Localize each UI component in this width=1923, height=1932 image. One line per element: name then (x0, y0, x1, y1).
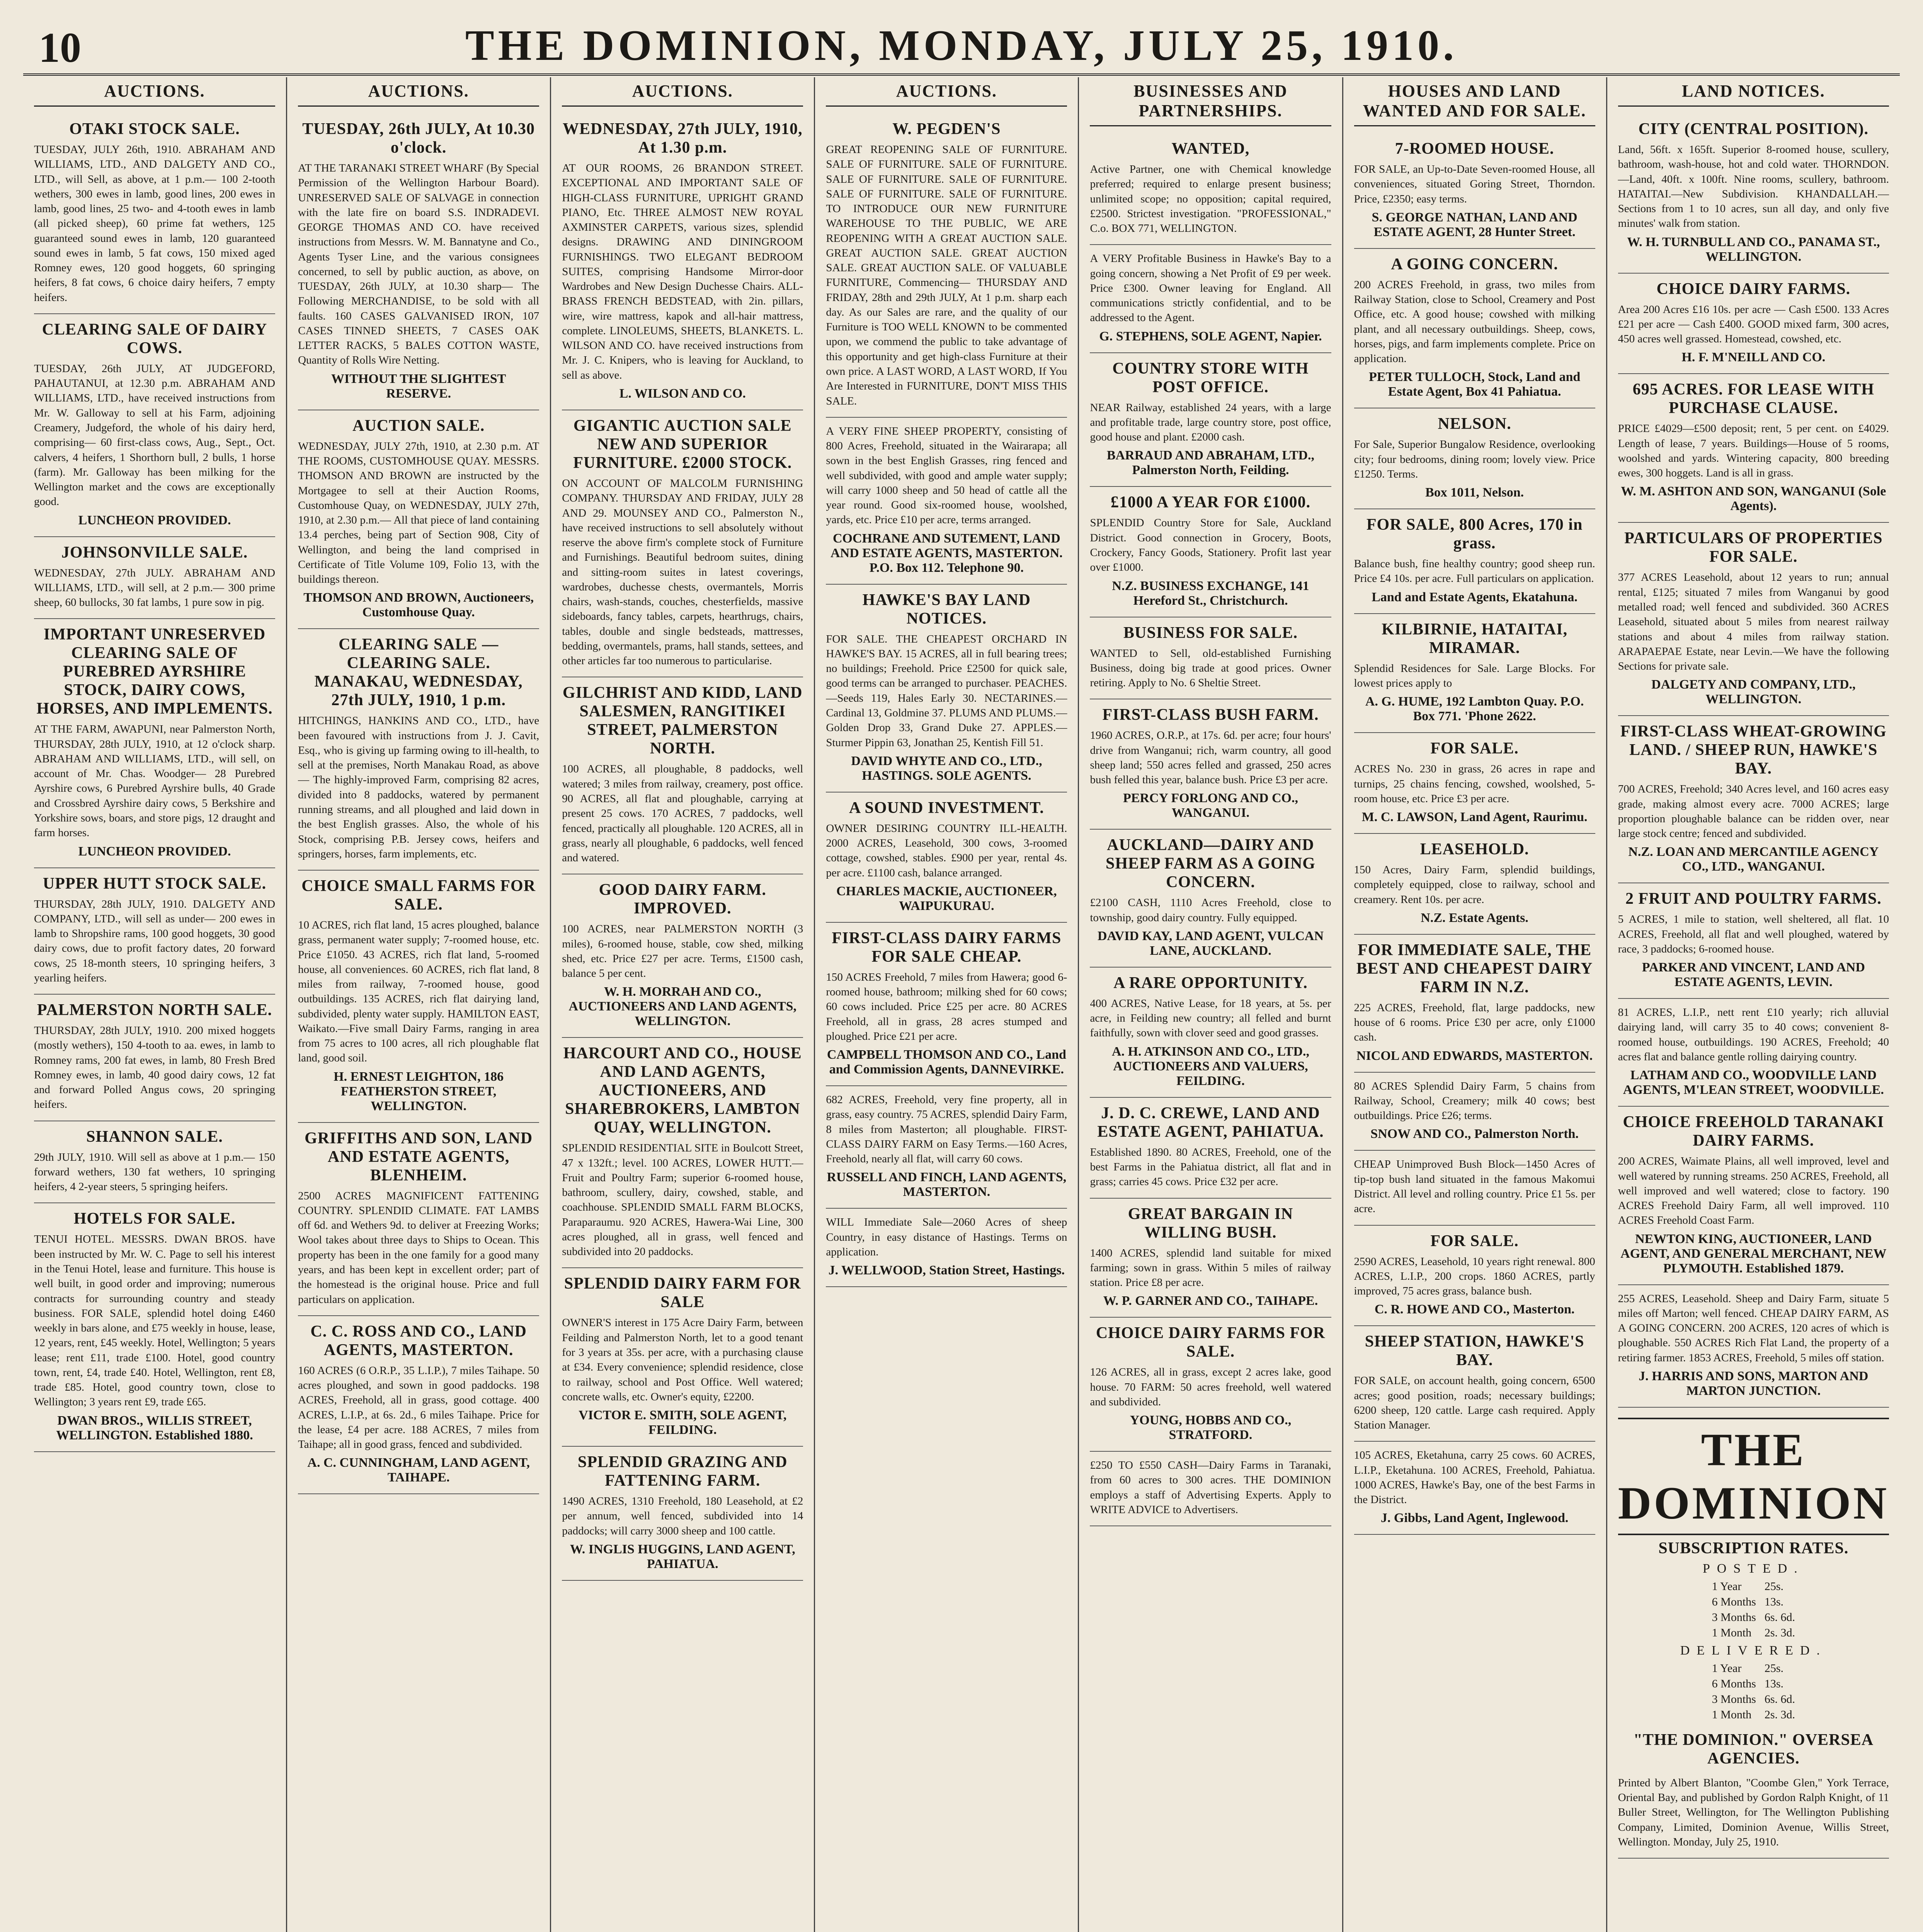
ad-body: 29th JULY, 1910. Will sell as above at 1 p.m.— 150 forward wethers, 130 fat wethers, 10 springing heifers, 4 2-year steers, 5 springing heifers. (34, 1151, 276, 1193)
ad-body: A VERY Profitable Business in Hawke's Bay to a going concern, showing a Net Profit of £9 per week. Price £300. Owner leaving for England. All communications strictly confidential, and to be addressed to the Agent. (1090, 252, 1331, 324)
ad-body: TUESDAY, JULY 26th, 1910. ABRAHAM AND WILLIAMS, LTD., AND DALGETY AND CO., LTD., will Sell, as above, at 1 p.m.— 100 2-tooth wethers, 300 ewes in lamb, good lines, 200 ewes in lamb, good lines, 25 two- and 4-tooth ewes in lamb (all picked sheep), 60 prime fat wethers, 125 guaranteed sound ewes in lamb, 120 guaranteed sound ewes in lamb, 5 fat cows, 150 mixed aged Romney ewes, 120 good hoggets, 60 springing heifers, 8 fat cows, 6 choice dairy heifers, 7 empty heifers. (34, 143, 276, 304)
ad-signature: PARKER AND VINCENT, LAND AND ESTATE AGENTS, LEVIN. (1642, 960, 1865, 990)
ad-title: HARCOURT AND CO., HOUSE AND LAND AGENTS, AUCTIONEERS, AND SHAREBROKERS, LAMBTON QUAY, WELLINGTON. (563, 1044, 802, 1137)
advertisement (826, 1086, 1067, 1209)
ad-body: 1400 ACRES, splendid land suitable for mixed farming; sown in grass. Within 5 miles of railway station. Price £8 per acre. (1090, 1247, 1331, 1289)
ad-signature: H. F. M'NEILL AND CO. (1681, 350, 1826, 365)
ad-body: NEAR Railway, established 24 years, with a large and profitable trade, large country store, post office, good house and plant. £2000 cash. (1090, 401, 1331, 444)
column-6 (1343, 77, 1607, 1932)
ad-body: THURSDAY, 28th JULY, 1910. 200 mixed hoggets (mostly wethers), 150 4-tooth to aa. ewes, in lamb to Romney rams, 200 fat ewes, in lamb, 80 Fresh Bred Romney ewes, in lamb, 40 good dairy cows, 12 fat and forward Polled Angus cows, 20 springing heifers. (34, 1024, 276, 1111)
ad-signature: W. H. TURNBULL AND CO., PANAMA ST., WELLINGTON. (1627, 235, 1880, 264)
ad-signature: CAMPBELL THOMSON AND CO., Land and Commission Agents, DANNEVIRKE. (827, 1048, 1066, 1077)
ad-body: Active Partner, one with Chemical knowledge preferred; required to enlarge present business; unlimited scope; no opposition; capital required, £2500. Strictest investigation. "PROFESSIONAL," C.o. BOX 771, WELLINGTON. (1090, 163, 1331, 235)
advertisement (1090, 830, 1331, 968)
ad-body: TUESDAY, 26th JULY, AT JUDGEFORD, PAHAUTANUI, at 12.30 p.m. ABRAHAM AND WILLIAMS, LTD., have received instructions from Mr. W. Galloway to sell at his Farm, adjoining Creamery, Judgeford, the whole of his dairy herd, comprising— 60 first-class cows, Aug., Sept., Oct. calvers, 4 heifers, 1 Shorthorn bull, 2 bulls, 1 horse (farm). Mr. Galloway has been milking for the Wellington market and the cows are exceptionally good. (34, 362, 276, 508)
advertisement (1618, 114, 1889, 274)
advertisement (34, 619, 275, 868)
advertisement (826, 418, 1067, 585)
advertisement (1354, 1326, 1595, 1442)
column-2 (287, 77, 551, 1932)
ad-title: CHOICE FREEHOLD TARANAKI DAIRY FARMS. (1623, 1113, 1884, 1150)
ad-body: SPLENDID Country Store for Sale, Auckland District. Good connection in Grocery, Boots, Crockery, Fancy Goods, Stationery. Profit last year over £1000. (1090, 517, 1331, 574)
ad-signature: W. P. GARNER AND CO., TAIHAPE. (1103, 1294, 1318, 1308)
ad-signature: BARRAUD AND ABRAHAM, LTD., Palmerston North, Feilding. (1106, 448, 1315, 478)
advertisement (1354, 509, 1595, 614)
advertisement (34, 314, 275, 537)
ad-signature: LATHAM AND CO., WOODVILLE LAND AGENTS, M'LEAN STREET, WOODVILLE. (1623, 1068, 1884, 1097)
advertisement (562, 1447, 803, 1581)
rate-row (1708, 1610, 1799, 1625)
rate-period: 1 Year (1712, 1662, 1742, 1675)
advertisement (1354, 1073, 1595, 1151)
ad-title: PARTICULARS OF PROPERTIES FOR SALE. (1624, 529, 1883, 566)
ad-title: A GOING CONCERN. (1391, 255, 1558, 273)
rate-row (1708, 1661, 1799, 1676)
ad-title: £1000 A YEAR FOR £1000. (1110, 493, 1311, 512)
ad-signature: N.Z. Estate Agents. (1421, 910, 1528, 925)
ad-body: WEDNESDAY, 27th JULY. ABRAHAM AND WILLIAMS, LTD., will sell, at 2 p.m.— 300 prime sheep, 60 bullocks, 30 fat lambs, 1 pure sow in pig. (34, 566, 276, 609)
ad-body: Balance bush, fine healthy country; good sheep run. Price £4 10s. per acre. Full particulars on application. (1354, 558, 1595, 585)
column-heading: HOUSES AND LAND WANTED AND FOR SALE. (1354, 77, 1595, 126)
ad-signature: A. C. CUNNINGHAM, LAND AGENT, TAIHAPE. (307, 1456, 530, 1485)
rate-period: 1 Year (1712, 1580, 1742, 1593)
ad-signature: J. HARRIS AND SONS, MARTON AND MARTON JUNCTION. (1639, 1369, 1869, 1398)
advertisement (1354, 249, 1595, 409)
rate-period: 6 Months (1712, 1677, 1756, 1690)
oversea-agencies: "THE DOMINION." OVERSEA AGENCIES. (1633, 1731, 1874, 1767)
ad-body: 160 ACRES (6 O.R.P., 35 L.I.P.), 7 miles Taihape. 50 acres ploughed, and sown in good paddocks. 198 ACRES, Freehold, all in grass, good cottage. 400 ACRES, L.I.P., at 6s. 2d., 6 miles Taihape. Price for the lease, £4 per acre. 188 ACRES, 7 miles from Taihape; all in good grass, fenced and subdivided. (298, 1364, 539, 1451)
ad-body: HITCHINGS, HANKINS AND CO., LTD., have been favoured with instructions from J. J. Cavit, Esq., who is giving up farming owing to ill-health, to sell at the premises, North Manakau Road, as above— The highly-improved Farm, comprising 82 acres, divided into 8 paddocks, watered by permanent running streams, and all ploughed and laid down in the best English grasses. Also, the whole of his Stock, comprising P.B. Jersey cows, heifers and springers, horses, farm implements, etc. (298, 714, 539, 860)
column-1 (23, 77, 287, 1932)
ad-body: OWNER DESIRING COUNTRY ILL-HEALTH. 2000 ACRES, Leasehold, 300 cows, 3-roomed cottage, cowshed, stables. £900 per year, rental 4s. per acre. £1100 cash, balance arranged. (826, 822, 1067, 879)
advertisement (34, 868, 275, 995)
ad-body: OWNER'S interest in 175 Acre Dairy Farm, between Feilding and Palmerston North, let to a good tenant for 3 years at 35s. per acre, with a purchasing clause at £34. Every convenience; splendid residence, close to railway, school and Post Office. Well watered; concrete walls, etc. Owner's equity, £2200. (562, 1316, 803, 1403)
ad-signature: G. STEPHENS, SOLE AGENT, Napier. (1099, 329, 1322, 344)
ad-signature: W. INGLIS HUGGINS, LAND AGENT, PAHIATUA. (570, 1542, 795, 1571)
advertisement (1354, 1226, 1595, 1327)
ad-body: 200 ACRES Freehold, in grass, two miles from Railway Station, close to School, Creamery and Post Office, etc. A good house; cowshed with milking plant, and all necessary outbuildings. Sheep, cows, horses, pigs, and farm implements complete. Price on application. (1354, 278, 1595, 365)
ad-title: A SOUND INVESTMENT. (849, 799, 1044, 817)
ad-signature: LUNCHEON PROVIDED. (78, 844, 231, 859)
ad-body: Splendid Residences for Sale. Large Blocks. For lowest prices apply to (1354, 662, 1595, 689)
advertisement (1618, 523, 1889, 716)
rate-row (1708, 1708, 1799, 1722)
advertisement (826, 114, 1067, 418)
column-heading: AUCTIONS. (562, 77, 803, 107)
ad-signature: SNOW AND CO., Palmerston North. (1370, 1127, 1579, 1141)
ad-body: 682 ACRES, Freehold, very fine property, all in grass, easy country. 75 ACRES, splendid Dairy Farm, 8 miles from Masterton; all ploughable. FIRST-CLASS DAIRY FARM on Easy Terms.—160 Acres, Freehold, nearly all flat, will carry 60 cows. (826, 1094, 1067, 1165)
ad-title: C. C. ROSS AND CO., LAND AGENTS, MASTERTON. (310, 1322, 527, 1359)
ad-title: UPPER HUTT STOCK SALE. (43, 874, 267, 893)
ad-body: 1960 ACRES, O.R.P., at 17s. 6d. per acre; four hours' drive from Wanganui; rich, warm country, all good sheep land; 550 acres felled and grassed, 250 acres bush felled this year, balance bush. Price £3 per acre. (1090, 729, 1331, 786)
ad-title: 695 ACRES. FOR LEASE WITH PURCHASE CLAUSE. (1632, 381, 1874, 417)
ad-body: 105 ACRES, Eketahuna, carry 25 cows. 60 ACRES, L.I.P., Eketahuna. 100 ACRES, Freehold, Pahiatua. 1000 ACRES, Hawke's Bay, one of the best Farms in the District. (1354, 1449, 1595, 1506)
ad-signature: THOMSON AND BROWN, Auctioneers, Customhouse Quay. (303, 590, 534, 620)
ad-body: CHEAP Unimproved Bush Block—1450 Acres of tip-top bush land situated in the famous Makomui District. All level and rolling country. Price £1 5s. per acre. (1354, 1158, 1595, 1215)
advertisement (1090, 1098, 1331, 1199)
ad-signature: Box 1011, Nelson. (1425, 485, 1524, 500)
ad-body: 150 ACRES Freehold, 7 miles from Hawera; good 6-roomed house, bathroom; milking shed for 60 cows; 60 cows included. Price £25 per acre. 80 ACRES Freehold, all in grass, 28 acres stumped and ploughed. Price £21 per acre. (826, 971, 1067, 1043)
ad-signature: M. C. LAWSON, Land Agent, Raurimu. (1361, 810, 1588, 825)
advertisement (826, 793, 1067, 923)
advertisement (1618, 274, 1889, 374)
ad-title: CHOICE SMALL FARMS FOR SALE. (301, 877, 536, 914)
ad-title: BUSINESS FOR SALE. (1123, 624, 1298, 642)
rate-price: 25s. (1764, 1662, 1784, 1675)
ad-title: KILBIRNIE, HATAITAI, MIRAMAR. (1382, 620, 1568, 657)
column-heading: AUCTIONS. (34, 77, 275, 107)
ad-signature: PETER TULLOCH, Stock, Land and Estate Agent, Box 41 Pahiatua. (1368, 370, 1581, 399)
ad-body: 225 ACRES, Freehold, flat, large paddocks, new house of 6 rooms. Price £30 per acre, only £1000 cash. (1354, 1001, 1595, 1044)
ad-title: WEDNESDAY, 27th JULY, 1910, At 1.30 p.m. (562, 120, 803, 156)
ad-body: 377 ACRES Leasehold, about 12 years to run; annual rental, £125; situated 7 miles from Wanganui by good metalled road; well fenced and subdivided. 360 ACRES Leasehold, situated about 5 miles from nearest railway stations and about 4 miles from railway station. ARAPAEPAE Estate, near Levin.—We have the following Sections for private sale. (1618, 571, 1889, 673)
ad-title: HOTELS FOR SALE. (73, 1210, 236, 1228)
ad-title: AUCKLAND—DAIRY AND SHEEP FARM AS A GOING CONCERN. (1105, 836, 1315, 891)
ad-body: FOR SALE, on account health, going concern, 6500 acres; good position, roads; necessary buildings; 6200 sheep, 120 cattle. Large cash required. Apply Station Manager. (1354, 1374, 1595, 1432)
advertisement (562, 1038, 803, 1268)
ad-title: 7-ROOMED HOUSE. (1395, 140, 1554, 158)
advertisement (1090, 968, 1331, 1098)
advertisement (1354, 834, 1595, 935)
ad-signature: S. GEORGE NATHAN, LAND AND ESTATE AGENT, 28 Hunter Street. (1372, 210, 1578, 239)
ad-title: FOR SALE, 800 Acres, 170 in grass. (1366, 516, 1583, 553)
ad-title: JOHNSONVILLE SALE. (61, 543, 248, 561)
ad-title: GIGANTIC AUCTION SALE NEW AND SUPERIOR FURNITURE. £2000 STOCK. (573, 417, 792, 472)
column-7 (1607, 77, 1900, 1932)
subscription-box (1618, 1408, 1889, 1859)
ad-body: THURSDAY, 28th JULY, 1910. DALGETY AND COMPANY, LTD., will sell as under— 200 ewes in lamb to Shropshire rams, 100 good hoggets, 30 good dairy cows, due to profit factory dates, 20 forward cows, 25 18-month steers, 10 springing heifers, 3 yearling heifers. (34, 898, 276, 984)
column-heading: LAND NOTICES. (1618, 77, 1889, 107)
advertisement (826, 585, 1067, 793)
rate-price: 6s. 6d. (1764, 1692, 1795, 1706)
ad-body: AT OUR ROOMS, 26 BRANDON STREET. EXCEPTIONAL AND IMPORTANT SALE OF HIGH-CLASS FURNITURE, UPRIGHT GRAND PIANO, Etc. THREE ALMOST NEW ROYAL AXMINSTER CARPETS, various sizes, splendid designs. DRAWING AND DININGROOM FURNISHINGS. TWO ELEGANT BEDROOM SUITES, comprising Handsome Mirror-door Wardrobes and New Design Duchesse Chairs. ALL-BRASS FRENCH BEDSTEAD, with 2in. pillars, wire, wire mattress, kapok and all-hair mattress, complete. LINOLEUMS, SHEETS, BLANKETS. L. WILSON AND CO. have received instructions from Mr. J. C. Knipers, who is leaving for Auckland, to sell as above. (562, 162, 803, 381)
advertisement (1354, 733, 1595, 834)
ad-title: A RARE OPPORTUNITY. (1113, 974, 1308, 992)
posted-label: POSTED. (1702, 1561, 1804, 1576)
ad-body: 150 Acres, Dairy Farm, splendid buildings, completely equipped, close to railway, school and creamery. Rent 10s. per acre. (1354, 864, 1595, 906)
rate-row (1708, 1579, 1799, 1594)
ad-signature: N.Z. LOAN AND MERCANTILE AGENCY CO., LTD., WANGANUI. (1628, 845, 1879, 874)
advertisement (34, 1203, 275, 1452)
ad-signature: A. H. ATKINSON AND CO., LTD., AUCTIONEERS AND VALUERS, FEILDING. (1111, 1044, 1310, 1088)
ad-title: CLEARING SALE OF DAIRY COWS. (42, 320, 267, 357)
ad-body: SPLENDID RESIDENTIAL SITE in Boulcott Street, 47 x 132ft.; level. 100 ACRES, LOWER HUTT.—Fruit and Poultry Farm; superior 6-roomed house, bathroom, scullery, dairy, cowshed, stable, and coachhouse. SPLENDID SMALL FARM BLOCKS, Paraparaumu. 920 ACRES, Hawera-Wai Line, 300 acres ploughed, all in grass, well fenced and subdivided into 20 paddocks. (562, 1142, 803, 1258)
ad-title: TUESDAY, 26th JULY, At 10.30 o'clock. (302, 120, 535, 156)
advertisement (1090, 1452, 1331, 1526)
rate-period: 1 Month (1712, 1708, 1752, 1721)
page-number: 10 (39, 24, 81, 71)
ad-signature: NICOL AND EDWARDS, MASTERTON. (1356, 1048, 1593, 1063)
advertisement (298, 410, 539, 629)
ad-signature: VICTOR E. SMITH, SOLE AGENT, FEILDING. (579, 1408, 787, 1437)
ad-body: 10 ACRES, rich flat land, 15 acres ploughed, balance grass, permanent water supply; 7-roomed house, etc. Price £1050. 43 ACRES, rich flat land, 5-roomed house, all conveniences. 60 ACRES, rich flat land, 8 miles from railway, 7-roomed house, good outbuildings. 135 ACRES, rich flat dairying land, subdivided, plenty water supply. HAMILTON EAST, Waikato.—Five small Dairy Farms, ranging in area from 75 acres to 100 acres, all rich ploughable flat land, good soil. (298, 919, 539, 1065)
ad-body: 400 ACRES, Native Lease, for 18 years, at 5s. per acre, in Feilding new country; all felled and burnt faithfully, sown with clover seed and good grasses. (1090, 997, 1331, 1039)
ad-body: GREAT REOPENING SALE OF FURNITURE. SALE OF FURNITURE. SALE OF FURNITURE. SALE OF FURNITURE. SALE OF FURNITURE. SALE OF FURNITURE. SALE OF FURNITURE. TO INTRODUCE OUR NEW FURNITURE WAREHOUSE TO THE PUBLIC, WE ARE REOPENING WITH A GREAT AUCTION SALE. GREAT AUCTION SALE. GREAT AUCTION SALE. GREAT AUCTION SALE. OF VALUABLE FURNITURE, Commencing— THURSDAY AND FRIDAY, 28th and 29th JULY, At 1 p.m. sharp each day. As our Sales are rare, and the quality of our Furniture is TOO WELL KNOWN to be commented upon, we commend the public to take advantage of this opportunity and get high-class Furniture at their own price. A LAST WORD, A LAST WORD, If You Are Interested in FURNITURE, DON'T MISS THIS SALE. (826, 143, 1067, 407)
advertisement (826, 923, 1067, 1086)
ad-title: CLEARING SALE — CLEARING SALE. MANAKAU, WEDNESDAY, 27th JULY, 1910, 1 p.m. (314, 636, 523, 709)
advertisement (1354, 935, 1595, 1073)
ad-body: 81 ACRES, L.I.P., nett rent £10 yearly; rich alluvial dairying land, will carry 35 to 40 cows; convenient 8-roomed house, outbuildings. 190 ACRES, Freehold; 40 acres flat and balance gentle rolling dairying country. (1618, 1006, 1889, 1063)
advertisement (1618, 999, 1889, 1107)
ad-body: 2500 ACRES MAGNIFICENT FATTENING COUNTRY. SPLENDID CLIMATE. FAT LAMBS off 6d. and Wethers 9d. to deliver at Freezing Works; Wool takes about three days to Ships to Ocean. This property has been in the one family for a good many years, and has been kept in excellent order; part of the homestead is the original house. Price and full particulars on application. (298, 1189, 539, 1306)
ad-body: 5 ACRES, 1 mile to station, well sheltered, all flat. 10 ACRES, Freehold, all flat and well ploughed, watered by race, 3 paddocks; 6-roomed house. (1618, 913, 1889, 955)
ad-title: FOR IMMEDIATE SALE, THE BEST AND CHEAPEST DAIRY FARM IN N.Z. (1356, 941, 1593, 996)
advertisement (1618, 883, 1889, 999)
ad-signature: NEWTON KING, AUCTIONEER, LAND AGENT, AND GENERAL MERCHANT, NEW PLYMOUTH. Established 1879. (1620, 1231, 1887, 1276)
ad-signature: LUNCHEON PROVIDED. (78, 513, 231, 527)
advertisement (1618, 1285, 1889, 1408)
advertisement (1354, 408, 1595, 509)
advertisement (34, 114, 275, 314)
advertisement (1354, 614, 1595, 733)
delivered-label: DELIVERED. (1680, 1643, 1827, 1658)
column-5 (1079, 77, 1343, 1932)
ad-body: PRICE £4029—£500 deposit; rent, 5 per cent. on £4029. Length of lease, 7 years. Buildings—House of 5 rooms, woolshed and yards. Wintering capacity, 800 breeding ewes, 300 hoggets. Land is all in grass. (1618, 422, 1889, 480)
rate-price: 13s. (1764, 1677, 1784, 1690)
ad-title: LEASEHOLD. (1420, 840, 1529, 859)
advertisement (1090, 353, 1331, 487)
rate-period: 1 Month (1712, 1626, 1752, 1639)
ad-body: Land, 56ft. x 165ft. Superior 8-roomed house, scullery, bathroom, wash-house, hot and cold water. THORNDON.—Land, 40ft. x 100ft. Nine rooms, scullery, bathroom. HATAITAI.—New Subdivision. KHANDALLAH.—Sections from 1 to 10 acres, sun all day, and only five minutes' walk from station. (1618, 143, 1889, 230)
ad-signature: J. WELLWOOD, Station Street, Hastings. (828, 1263, 1065, 1278)
ad-signature: WITHOUT THE SLIGHTEST RESERVE. (331, 371, 506, 401)
ad-signature: DAVID WHYTE AND CO., LTD., HASTINGS. SOLE AGENTS. (851, 753, 1042, 783)
ad-title: WANTED, (1171, 140, 1250, 158)
ad-body: WEDNESDAY, JULY 27th, 1910, at 2.30 p.m. AT THE ROOMS, CUSTOMHOUSE QUAY. MESSRS. THOMSON AND BROWN are instructed by the Mortgagee to sell at their Auction Rooms, Customhouse Quay, on WEDNESDAY, JULY 27th, 1910, at 2.30 p.m.— All that piece of land containing 13.4 perches, being part of Section 908, City of Wellington, and being the land comprised in Certificate of Title Volume 109, Folio 13, with the buildings thereon. (298, 440, 539, 586)
ad-title: GOOD DAIRY FARM. IMPROVED. (599, 881, 766, 918)
ad-signature: J. Gibbs, Land Agent, Inglewood. (1380, 1511, 1569, 1526)
rate-period: 3 Months (1712, 1611, 1756, 1624)
advertisement (298, 871, 539, 1123)
advertisement (1090, 1318, 1331, 1452)
advertisement (298, 1123, 539, 1316)
column-3 (551, 77, 815, 1932)
rate-price: 25s. (1764, 1580, 1784, 1593)
ad-signature: L. WILSON AND CO. (619, 386, 746, 401)
ad-title: FIRST-CLASS DAIRY FARMS FOR SALE CHEAP. (832, 929, 1062, 966)
advertisement (34, 995, 275, 1121)
masthead (23, 15, 1900, 76)
advertisement (1090, 487, 1331, 617)
rate-row (1708, 1692, 1799, 1707)
ad-signature: A. G. HUME, 192 Lambton Quay. P.O. Box 771. 'Phone 2622. (1365, 694, 1584, 724)
ad-body: FOR SALE, an Up-to-Date Seven-roomed House, all conveniences, situated Goring Street, Thorndon. Price, £2350; easy terms. (1354, 163, 1595, 205)
ad-body: 1490 ACRES, 1310 Freehold, 180 Leasehold, at £2 per annum, well fenced, subdivided into 14 paddocks; will carry 3000 sheep and 100 cattle. (562, 1495, 803, 1537)
advertisement (1618, 374, 1889, 523)
ad-signature: DWAN BROS., WILLIS STREET, WELLINGTON. Established 1880. (56, 1413, 253, 1442)
ad-body: 700 ACRES, Freehold; 340 Acres level, and 160 acres easy grade, making almost every acre. 7000 ACRES; large proportion ploughable balance can be ridden over, near large stock centre; fenced and subdivided. (1618, 783, 1889, 840)
ad-title: AUCTION SALE. (352, 417, 485, 435)
advertisement (562, 1268, 803, 1447)
ad-title: FOR SALE. (1430, 1232, 1519, 1250)
ad-body: Established 1890. 80 ACRES, Freehold, one of the best Farms in the Pahiatua district, all flat and in grass; carries 45 cows. Price £32 per acre. (1090, 1146, 1331, 1188)
ad-title: SHEEP STATION, HAWKE'S BAY. (1365, 1333, 1584, 1369)
ad-title: SPLENDID DAIRY FARM FOR SALE (564, 1275, 801, 1311)
advertisement (562, 677, 803, 874)
advertisement (1354, 1151, 1595, 1225)
ad-title: OTAKI STOCK SALE. (69, 120, 240, 138)
rate-row (1708, 1626, 1799, 1640)
ad-signature: N.Z. BUSINESS EXCHANGE, 141 Hereford St., Christchurch. (1112, 578, 1309, 608)
column-heading: AUCTIONS. (826, 77, 1067, 107)
rates-table (1707, 1578, 1800, 1641)
advertisement (826, 1209, 1067, 1287)
ad-title: W. PEGDEN'S (892, 120, 1001, 138)
ad-title: J. D. C. CREWE, LAND AND ESTATE AGENT, PAHIATUA. (1097, 1104, 1324, 1141)
ad-title: HAWKE'S BAY LAND NOTICES. (862, 591, 1031, 628)
ad-signature: RUSSELL AND FINCH, LAND AGENTS, MASTERTON. (827, 1170, 1067, 1199)
advertisement (298, 629, 539, 871)
advertisement (1354, 133, 1595, 249)
ad-signature: CHARLES MACKIE, AUCTIONEER, WAIPUKURAU. (836, 884, 1057, 913)
ad-title: IMPORTANT UNRESERVED CLEARING SALE OF PUREBRED AYRSHIRE STOCK, DAIRY COWS, HORSES, AND IMPLEMENTS. (36, 626, 273, 718)
ad-body: AT THE FARM, AWAPUNI, near Palmerston North, THURSDAY, 28th JULY, 1910, at 12 o'clock sharp. ABRAHAM AND WILLIAMS, LTD., will sell, on account of Mr. Chas. Woodger— 28 Purebred Ayrshire cows, 6 Purebred Ayrshire bulls, 40 Grade and Crossbred Ayrshire dairy cows, 5 Berkshire and Yorkshire sows, boars, and store pigs, 12 draught and farm horses. (34, 723, 276, 839)
ad-signature: YOUNG, HOBBS AND CO., STRATFORD. (1130, 1413, 1292, 1442)
rate-price: 6s. 6d. (1764, 1611, 1795, 1624)
ad-signature: C. R. HOWE AND CO., Masterton. (1374, 1302, 1575, 1317)
ad-title: SPLENDID GRAZING AND FATTENING FARM. (577, 1453, 788, 1490)
ad-title: FOR SALE. (1430, 740, 1519, 758)
ad-body: AT THE TARANAKI STREET WHARF (By Special Permission of the Wellington Harbour Board). UNRESERVED SALE OF SALVAGE in connection with the late fire on board S.S. INDRADEVI. GEORGE THOMAS AND CO. have received instructions from Messrs. W. M. Bannatyne and Co., Agents Tyser Line, and the various consignees concerned, to sell by public auction, as above, on TUESDAY, 26th JULY, at 10.30 sharp— The Following MERCHANDISE, to be sold with all faults. 160 CASES GALVANISED IRON, 107 CASES TINNED SHEETS, 7 CASES OAK LETTER RACKS, 5 BALES COTTON WASTE, Quantity of Rolls Wire Netting. (298, 162, 539, 367)
ad-body: ACRES No. 230 in grass, 26 acres in rape and turnips, 25 chains fencing, cowshed, woolshed, 5-room house, etc. Price £3 per acre. (1354, 763, 1595, 805)
ad-title: CITY (CENTRAL POSITION). (1638, 120, 1869, 138)
column-heading: BUSINESSES AND PARTNERSHIPS. (1090, 77, 1331, 126)
ad-body: £250 TO £550 CASH—Dairy Farms in Taranaki, from 60 acres to 300 acres. THE DOMINION employs a staff of Advertising Experts. Apply to WRITE ADVICE to Advertisers. (1090, 1459, 1331, 1516)
ad-signature: Land and Estate Agents, Ekatahuna. (1372, 590, 1578, 604)
rate-price: 2s. 3d. (1764, 1626, 1795, 1639)
ad-title: CHOICE DAIRY FARMS FOR SALE. (1096, 1324, 1326, 1361)
ad-title: GREAT BARGAIN IN WILLING BUSH. (1128, 1205, 1293, 1242)
advertisement (1090, 699, 1331, 830)
ad-title: CHOICE DAIRY FARMS. (1656, 280, 1851, 298)
advertisement (1090, 617, 1331, 700)
advertisement (1090, 245, 1331, 353)
ad-title: GILCHRIST AND KIDD, LAND SALESMEN, RANGITIKEI STREET, PALMERSTON NORTH. (562, 684, 803, 758)
column-4 (815, 77, 1079, 1932)
advertisement (34, 537, 275, 619)
ad-body: A VERY FINE SHEEP PROPERTY, consisting of 800 Acres, Freehold, situated in the Wairarapa; all sown in the best English Grasses, ring fenced and well subdivided, with good and ample water supply; will carry 1000 sheep and 50 head of cattle all the year round. Good six-roomed house, woolshed, yards, etc. Price £10 per acre, terms arranged. (826, 425, 1067, 526)
dominion-title: THE DOMINION (1618, 1418, 1889, 1535)
advertisement (1618, 716, 1889, 883)
advertisement (562, 410, 803, 677)
rate-price: 13s. (1764, 1595, 1784, 1608)
ad-signature: COCHRANE AND SUTEMENT, LAND AND ESTATE AGENTS, MASTERTON. P.O. Box 112. Telephone 90. (830, 531, 1063, 575)
ad-body: WANTED to Sell, old-established Furnishing Business, doing big trade at good prices. Owner retiring. Apply to No. 6 Sheltie Street. (1090, 647, 1331, 689)
ad-title: GRIFFITHS AND SON, LAND AND ESTATE AGENTS, BLENHEIM. (305, 1129, 533, 1184)
advertisement (1618, 1107, 1889, 1285)
rates-table (1707, 1660, 1800, 1723)
ad-title: NELSON. (1438, 415, 1511, 433)
rate-row (1708, 1595, 1799, 1609)
advertisement (562, 114, 803, 410)
ad-body: TENUI HOTEL. MESSRS. DWAN BROS. have been instructed by Mr. W. C. Page to sell his interest in the Tenui Hotel, lease and furniture. This house is well built, in good order and improving; numerous contracts for surrounding country and steady business. FOR SALE, splendid hotel doing £460 weekly in bars alone, and £75 weekly in house, lease, 12 years, rent, £45 weekly. Hotel, Wellington; 5 years lease; rent £11, trade £100. Hotel, good country town, rent, £4, trade £40. Hotel, Wellington, rent £8, trade £85. Hotel, good country town, close to Wellington; 3 years rent £9, trade £65. (34, 1233, 276, 1408)
ad-signature: H. ERNEST LEIGHTON, 186 FEATHERSTON STREET, WELLINGTON. (334, 1069, 504, 1113)
ad-body: 255 ACRES, Leasehold. Sheep and Dairy Farm, situate 5 miles off Marton; well fenced. CHEAP DAIRY FARM, AS A GOING CONCERN. 200 ACRES, 120 acres of which is ploughable. 550 ACRES Rich Flat Land, the property of a retiring farmer. 1853 ACRES, Freehold, 5 miles off station. (1618, 1292, 1889, 1364)
ad-signature: PERCY FORLONG AND CO., WANGANUI. (1123, 791, 1298, 820)
advertisement (298, 114, 539, 410)
rate-period: 6 Months (1712, 1595, 1756, 1608)
advertisement (298, 1316, 539, 1495)
advertisement (1090, 133, 1331, 245)
ad-body: 100 ACRES, near PALMERSTON NORTH (3 miles), 6-roomed house, stable, cow shed, milking shed, etc. Price £27 per acre. Terms, £1500 cash, balance 5 per cent. (562, 923, 803, 980)
ad-body: Area 200 Acres £16 10s. per acre — Cash £500. 133 Acres £21 per acre — Cash £400. GOOD mixed farm, 300 acres, 450 acres well grassed. Homestead, cowshed, etc. (1618, 303, 1889, 345)
rates-heading: SUBSCRIPTION RATES. (1658, 1539, 1849, 1557)
advertisement (34, 1121, 275, 1204)
ad-title: FIRST-CLASS BUSH FARM. (1102, 706, 1319, 724)
ad-signature: W. H. MORRAH AND CO., AUCTIONEERS AND LAND AGENTS, WELLINGTON. (568, 985, 796, 1029)
printer-imprint: Printed by Albert Blanton, "Coombe Glen," York Terrace, Oriental Bay, and published by Gordon Ralph Knight, of 11 Buller Street, Wellington, for The Wellington Publishing Company, Limited, Dominion Avenue, Willis Street, Wellington. Monday, July 25, 1910. (1618, 1776, 1889, 1848)
newspaper-title: THE DOMINION, MONDAY, JULY 25, 1910. (465, 22, 1458, 70)
ad-title: SHANNON SALE. (86, 1128, 223, 1146)
ad-title: PALMERSTON NORTH SALE. (37, 1001, 272, 1019)
ad-body: FOR SALE. THE CHEAPEST ORCHARD IN HAWKE'S BAY. 15 ACRES, all in full bearing trees; no buildings; Freehold. Price £2500 for quick sale, good terms can be arranged to purchaser. PEACHES.—Seeds 119, Hales Early 30. NECTARINES.—Cardinal 13, Goldmine 37. PLUMS AND PLUMS.—Golden Drop 33, Grand Duke 27. APPLES.—Sturmer Pippin 63, Jonathan 25, Kentish Fill 51. (826, 633, 1067, 749)
ad-body: WILL Immediate Sale—2060 Acres of sheep Country, in easy distance of Hastings. Terms on application. (826, 1216, 1067, 1259)
ad-signature: DAVID KAY, LAND AGENT, VULCAN LANE, AUCKLAND. (1097, 929, 1324, 958)
ad-body: £2100 CASH, 1110 Acres Freehold, close to township, good dairy country. Fully equipped. (1090, 896, 1331, 924)
advertisement (1354, 1442, 1595, 1535)
ad-title: COUNTRY STORE WITH POST OFFICE. (1112, 359, 1309, 396)
column-heading: AUCTIONS. (298, 77, 539, 107)
ad-body: 2590 ACRES, Leasehold, 10 years right renewal. 800 ACRES, L.I.P., 200 crops. 1860 ACRES, partly improved, 75 acres grass, balance bush. (1354, 1255, 1595, 1298)
columns-container (23, 77, 1900, 1932)
ad-body: ON ACCOUNT OF MALCOLM FURNISHING COMPANY. THURSDAY AND FRIDAY, JULY 28 AND 29. MOUNSEY AND CO., Palmerston N., have received instructions to sell absolutely without reserve the above firm's complete stock of Furniture and Furnishings. Beautiful bedroom suites, dining and sitting-room suites in latest coverings, wardrobes, duchesse chests, overmantels, Morris chairs, wash-stands, couches, chesterfields, massive sideboards, fancy tables, carpets, hearthrugs, chairs, tables, double and single bedsteads, mattresses, bedding, overmantels, prams, hall stands, settees, and other articles far too numerous to particularise. (562, 477, 803, 667)
rate-row (1708, 1677, 1799, 1691)
advertisement (562, 874, 803, 1038)
advertisement (1090, 1199, 1331, 1318)
ad-signature: DALGETY AND COMPANY, LTD., WELLINGTON. (1651, 677, 1856, 707)
ad-body: 80 ACRES Splendid Dairy Farm, 5 chains from Railway, School, Creamery; milk 40 cows; best outbuildings. Price £26; terms. (1354, 1080, 1595, 1122)
ad-title: 2 FRUIT AND POULTRY FARMS. (1625, 890, 1882, 908)
ad-body: 200 ACRES, Waimate Plains, all well improved, level and well watered by running streams. 250 ACRES, Freehold, all well improved and well watered; close to factory. 190 ACRES Freehold Dairy Farm, all well improved. 110 ACRES Freehold Coast Farm. (1618, 1155, 1889, 1227)
ad-body: For Sale, Superior Bungalow Residence, overlooking city; four bedrooms, dining room; lovely view. Price £1250. Terms. (1354, 438, 1595, 480)
ad-body: 126 ACRES, all in grass, except 2 acres lake, good house. 70 FARM: 50 acres freehold, well watered and subdivided. (1090, 1366, 1331, 1408)
rate-period: 3 Months (1712, 1692, 1756, 1706)
ad-title: FIRST-CLASS WHEAT-GROWING LAND. / SHEEP RUN, HAWKE'S BAY. (1620, 723, 1887, 778)
rate-price: 2s. 3d. (1764, 1708, 1795, 1721)
ad-signature: W. M. ASHTON AND SON, WANGANUI (Sole Agents). (1621, 484, 1886, 514)
ad-body: 100 ACRES, all ploughable, 8 paddocks, well watered; 3 miles from railway, creamery, post office. 90 ACRES, all flat and ploughable, carrying at present 25 cows. 170 ACRES, 7 paddocks, well fenced, practically all ploughable. 120 ACRES, all in grass, nearly all ploughable, 6 paddocks, well fenced and watered. (562, 763, 803, 864)
